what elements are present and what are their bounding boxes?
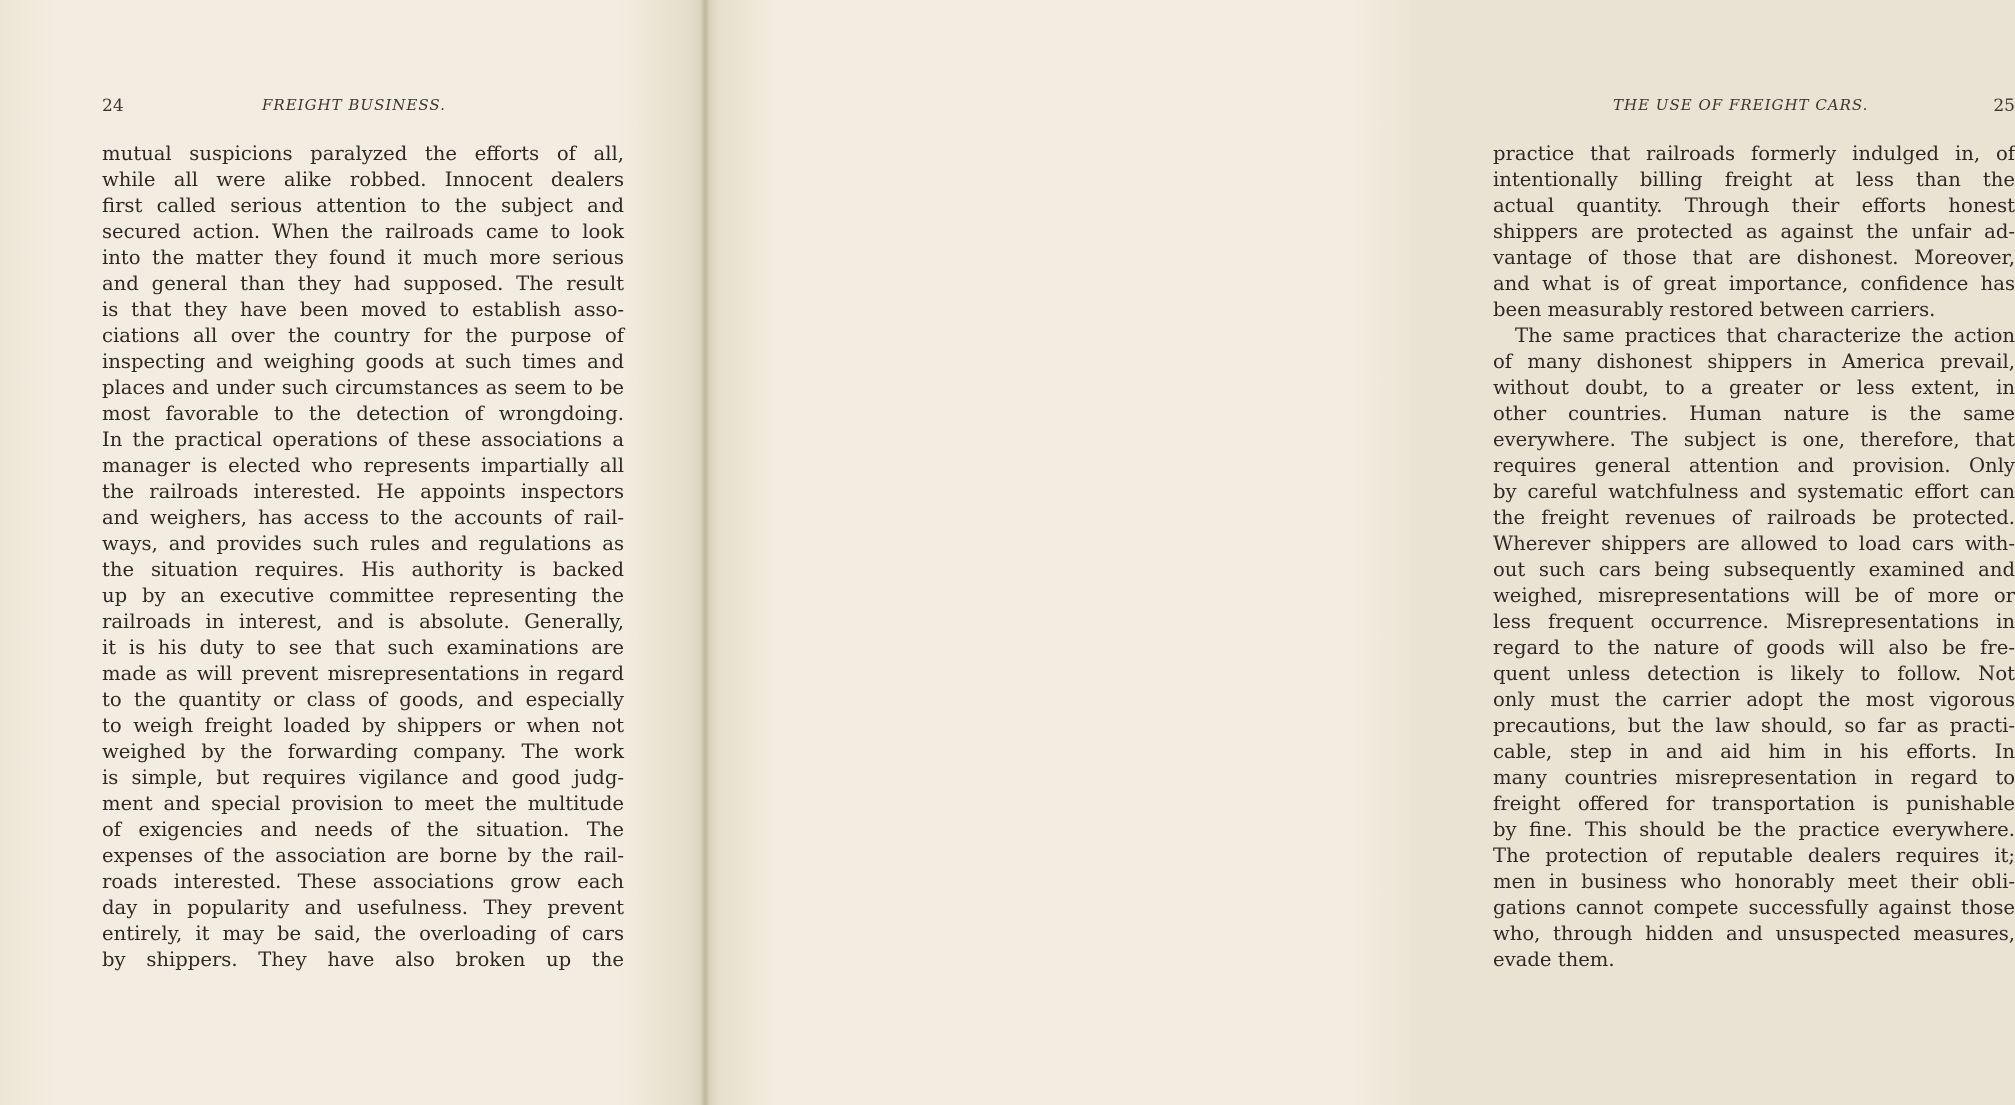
text-line: out such cars being subsequently examined and xyxy=(1493,558,2015,581)
text-line: The protection of reputable dealers requires it; xyxy=(1493,844,2015,867)
text-line: regard to the nature of goods will also be fre- xyxy=(1493,636,2015,659)
text-line: and what is of great importance, confidence has xyxy=(1493,272,2015,295)
text-line: of exigencies and needs of the situation. The xyxy=(102,818,624,841)
text-line: mutual suspicions paralyzed the efforts of all, xyxy=(102,142,624,165)
text-line: who, through hidden and unsuspected measures, xyxy=(1493,922,2015,945)
text-line: day in popularity and usefulness. They prevent xyxy=(102,896,624,919)
left-page xyxy=(0,0,705,1105)
right-page-number: 25 xyxy=(1993,96,2015,116)
text-line: freight offered for transportation is punishable xyxy=(1493,792,2015,815)
text-line: requires general attention and provision. Only xyxy=(1493,454,2015,477)
text-line: most favorable to the detection of wrongdoing. xyxy=(102,402,624,425)
right-body-text xyxy=(1493,141,2015,973)
text-line: only must the carrier adopt the most vigorous xyxy=(1493,688,2015,711)
right-running-title: THE USE OF FREIGHT CARS. xyxy=(1613,96,1869,114)
text-line: without doubt, to a greater or less extent, in xyxy=(1493,376,2015,399)
left-body-text xyxy=(102,141,624,973)
text-line: quent unless detection is likely to follow. Not xyxy=(1493,662,2015,685)
text-line: In the practical operations of these associations a xyxy=(102,428,624,451)
text-line: by careful watchfulness and systematic effort can xyxy=(1493,480,2015,503)
text-line: the situation requires. His authority is backed xyxy=(102,558,624,581)
text-line: secured action. When the railroads came to look xyxy=(102,220,624,243)
text-line: intentionally billing freight at less than the xyxy=(1493,168,2015,191)
text-line: weighed, misrepresentations will be of more or xyxy=(1493,584,2015,607)
text-line: ciations all over the country for the purpose of xyxy=(102,324,624,347)
text-line: made as will prevent misrepresentations in regard xyxy=(102,662,624,685)
text-line: inspecting and weighing goods at such times and xyxy=(102,350,624,373)
text-line: to weigh freight loaded by shippers or when not xyxy=(102,714,624,737)
text-line: up by an executive committee representing the xyxy=(102,584,624,607)
text-line: and general than they had supposed. The result xyxy=(102,272,624,295)
text-line: practice that railroads formerly indulged in, of xyxy=(1493,142,2015,165)
text-line: expenses of the association are borne by the rail- xyxy=(102,844,624,867)
left-page-number: 24 xyxy=(102,96,124,116)
text-line: ways, and provides such rules and regulations as xyxy=(102,532,624,555)
text-line: precautions, but the law should, so far as practi- xyxy=(1493,714,2015,737)
text-line: been measurably restored between carriers. xyxy=(1493,298,1936,321)
text-line: while all were alike robbed. Innocent dealers xyxy=(102,168,624,191)
text-line: everywhere. The subject is one, therefore, that xyxy=(1493,428,2015,451)
text-line: to the quantity or class of goods, and especially xyxy=(102,688,624,711)
text-line: manager is elected who represents impartially all xyxy=(102,454,624,477)
text-line: into the matter they found it much more serious xyxy=(102,246,624,269)
text-line: vantage of those that are dishonest. Moreover, xyxy=(1493,246,2015,269)
text-line: many countries misrepresentation in regard to xyxy=(1493,766,2015,789)
text-line: is that they have been moved to establish asso- xyxy=(102,298,624,321)
text-line: entirely, it may be said, the overloading of cars xyxy=(102,922,624,945)
left-running-head xyxy=(102,96,624,122)
text-line: gations cannot compete successfully against those xyxy=(1493,896,2015,919)
text-line: The same practices that characterize the action xyxy=(1515,324,2015,347)
text-line: less frequent occurrence. Misrepresentations in xyxy=(1493,610,2015,633)
text-line: actual quantity. Through their efforts honest xyxy=(1493,194,2015,217)
text-line: weighed by the forwarding company. The work xyxy=(102,740,624,763)
text-line: railroads in interest, and is absolute. Generally, xyxy=(102,610,624,633)
text-line: shippers are protected as against the unfair ad- xyxy=(1493,220,2015,243)
text-line: the freight revenues of railroads be protected. xyxy=(1493,506,2015,529)
text-line: evade them. xyxy=(1493,948,1615,971)
text-line: men in business who honorably meet their obli- xyxy=(1493,870,2015,893)
text-line: ment and special provision to meet the multitude xyxy=(102,792,624,815)
right-page xyxy=(705,0,2015,1105)
text-line: by shippers. They have also broken up the xyxy=(102,948,624,971)
text-line: cable, step in and aid him in his efforts. In xyxy=(1493,740,2015,763)
text-line: roads interested. These associations grow each xyxy=(102,870,624,893)
text-line: other countries. Human nature is the same xyxy=(1493,402,2015,425)
text-line: Wherever shippers are allowed to load cars with- xyxy=(1493,532,2015,555)
text-line: places and under such circumstances as seem to be xyxy=(102,376,624,399)
book-gutter xyxy=(700,0,710,1105)
text-line: it is his duty to see that such examinations are xyxy=(102,636,624,659)
text-line: is simple, but requires vigilance and good judg- xyxy=(102,766,624,789)
text-line: the railroads interested. He appoints inspectors xyxy=(102,480,624,503)
right-running-head xyxy=(1493,96,2015,122)
left-running-title: FREIGHT BUSINESS. xyxy=(262,96,446,114)
text-line: and weighers, has access to the accounts of rail- xyxy=(102,506,624,529)
text-line: of many dishonest shippers in America prevail, xyxy=(1493,350,2015,373)
text-line: by fine. This should be the practice everywhere. xyxy=(1493,818,2015,841)
text-line: first called serious attention to the subject and xyxy=(102,194,624,217)
